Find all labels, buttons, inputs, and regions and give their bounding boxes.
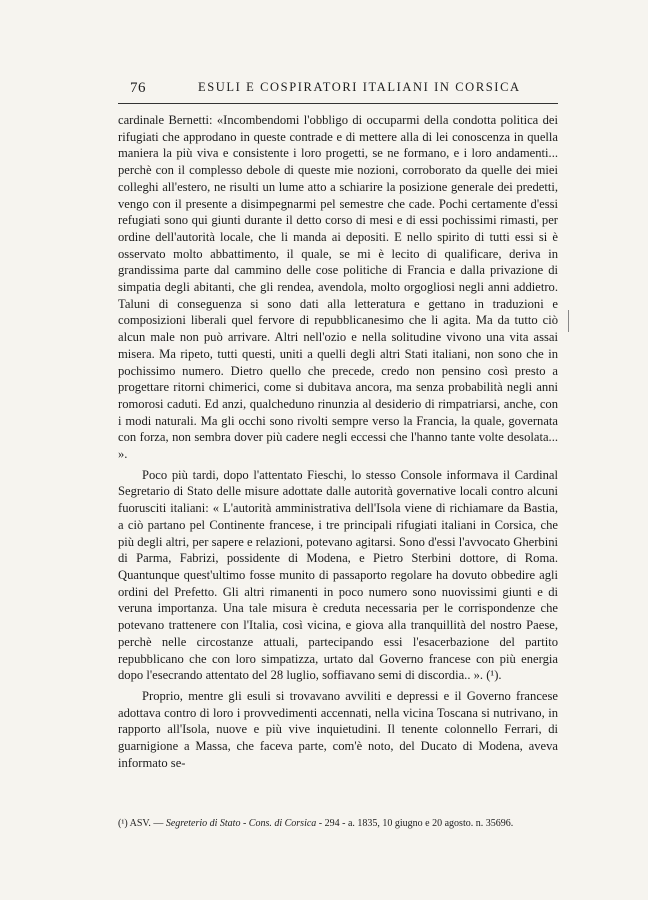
margin-mark (568, 310, 569, 332)
paragraph-2: Poco più tardi, dopo l'attentato Fieschi, lo stesso Console informava il Cardinal Segretario di Stato delle misure adottate dalle autorità governative locali contro alcuni fuorusciti italiani: « L'autorità amministrativa dell'Isola viene di richiamare da Bastia, a ciò partano pel Continente francese, i tre principali rifugiati italiani in Corsica, che più degli altri, per sapere e relazioni, potevano agitarsi. Sono d'essi l'avvocato Gherbini di Parma, Fabrizi, possidente di Modena, e Pietro Sterbini dottore, di Roma. Quantunque quest'ultimo fosse munito di passaporto regolare ha dovuto obbedire agli ordini del Prefetto. Gli altri rimanenti in poco numero sono nuovissimi giunti e di veruna importanza. Una tale misura è creduta necessaria per le corrispondenze che potevano trattenere con l'Italia, così vicina, e giova alla tranquillità del nostro Paese, perchè nelle circostanze attuali, partecipando essi l'esacerbazione del partito repubblicano che con loro simpatizza, urtato dal Governo francese con più energia dopo l'esecrando attentato del 28 luglio, soffiavano semi di discordia.. ». (¹). (118, 467, 558, 683)
footnote-details: - 294 - a. 1835, 10 giugno e 20 agosto. n. 35696. (318, 818, 514, 829)
paragraph-3: Proprio, mentre gli esuli si trovavano avviliti e depressi e il Governo francese adottava contro di loro i provvedimenti accennati, nella vicina Toscana si nutrivano, in rapporto all'Isola, nuove e più vive inquietudini. Il tenente colonnello Ferrari, di guarnigione a Massa, che faceva parte, com'è noto, del Ducato di Modena, aveva informato se- (118, 688, 558, 770)
footnote (118, 817, 558, 830)
body-text (118, 112, 558, 771)
page-number: 76 (130, 80, 146, 96)
running-title: ESULI E COSPIRATORI ITALIANI IN CORSICA (198, 80, 521, 94)
header-rule (118, 103, 558, 104)
paragraph-1: cardinale Bernetti: «Incombendomi l'obbligo di occuparmi della condotta politica dei rifugiati che approdano in queste contrade e di mettere alla di lei conoscenza in quella maniera la più viva e consistente i loro progetti, se ne formano, e i loro andamenti... perchè con il complesso debole di queste mie nozioni, corroborato da quelle dei miei colleghi all'estero, ne risulti un lume atto a schiarire la posizione generale dei predetti, vengo con il presente a disimpegnarmi pel semestre che cade. Pochi certamente d'essi refugiati sono qui giunti durante il detto corso di mesi e di essi pochissimi rimasti, per ordine dell'autorità locale, che li manda ai depositi. E nello spirito di tutti essi si è osservato molto abbattimento, il quale, se mi è lecito di qualificare, deriva in grandissima parte dal cammino delle cose politiche di Francia e dalla privazione di simpatia degli abitanti, che gli rendea, avendola, molto orgogliosi negli anni addietro. Taluni di conseguenza si sono dati alla letteratura e gettano in traduzioni e composizioni liberali quel fervore di repubblicanesimo che li agita. Ma da tutto ciò alcun male non può arrivare. Altri nell'ozio e nella solitudine vivono una vita assai misera. Ma ripeto, tutti questi, uniti a quelli degli altri Stati italiani, non sono che in pochissimo numero. Dietro quello che precede, credo non pensino così presto a progettare ritorni chimerici, come si dubitava ancora, ma senza probabilità negli anni romorosi caduti. Ed anzi, qualcheduno rinunzia al desiderio di rimpatriarsi, anche, con i modi naturali. Ma gli occhi sono rivolti sempre verso la Francia, la quale, governata con forza, non sembra dover più cadere negli eccessi che l'hanno tante volte desolata... ». (118, 113, 558, 462)
footnote-marker: (¹) ASV. — (118, 818, 164, 829)
footnote-source: Segreterio di Stato - Cons. di Corsica (165, 818, 317, 829)
running-head (118, 80, 556, 104)
